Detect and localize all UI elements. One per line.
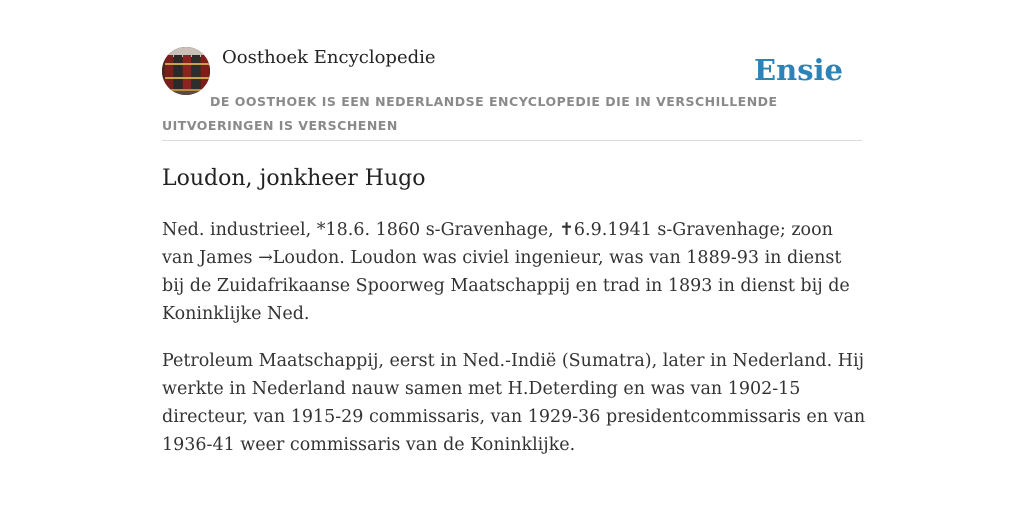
paragraph-1-text-start: Ned. industrieel, *18.6. 1860 s-Gravenhage, ✝6.9.1941 s-Gravenhage; zoon van James xyxy=(162,220,833,268)
article-paragraph-1 xyxy=(162,216,866,328)
paragraph-1-text-end: . Loudon was civiel ingenieur, was van 1889-93 in dienst bij de Zuidafrikaanse Spoorweg Maatschappij en trad in 1893 in dienst bij de Koninklijke Ned. xyxy=(162,248,850,324)
loudon-reference-link[interactable] xyxy=(258,248,339,268)
link-text: Loudon xyxy=(272,248,340,268)
article-paragraph-2: Petroleum Maatschappij, eerst in Ned.-Indië (Sumatra), later in Nederland. Hij werkte in Nederland nauw samen met H.Deterding en was van 1902-15 directeur, van 1915-29 commissaris, van 1929-36 presidentcommissaris en van 1936-41 weer commissaris van de Koninklijke. xyxy=(162,351,866,455)
site-name[interactable]: Oosthoek Encyclopedie xyxy=(222,47,436,68)
ensie-logo-link[interactable]: Ensie xyxy=(754,53,843,87)
article-title: Loudon, jonkheer Hugo xyxy=(162,166,426,191)
site-header xyxy=(162,46,862,141)
encyclopedia-books-icon[interactable] xyxy=(162,47,210,95)
site-tagline: DE OOSTHOEK IS EEN NEDERLANDSE ENCYCLOPEDIE DIE IN VERSCHILLENDE UITVOERINGEN IS VERSCHENEN xyxy=(162,94,778,133)
link-arrow-icon: → xyxy=(258,248,273,268)
